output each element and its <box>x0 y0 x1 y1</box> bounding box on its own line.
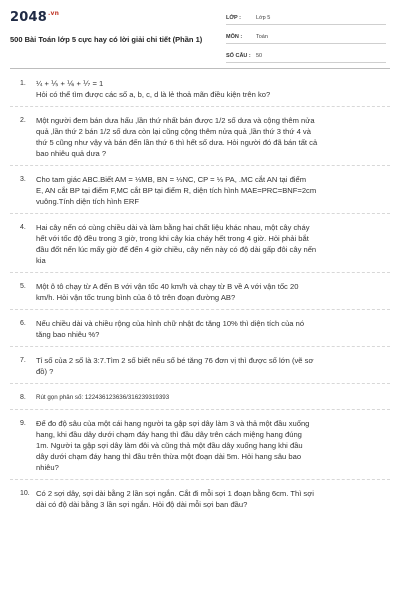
question-item <box>0 318 400 340</box>
question-text-line: nhiêu? <box>36 463 59 472</box>
question-number: 9. <box>20 420 26 427</box>
meta-row-grade <box>226 11 386 25</box>
question-text-line: đầu đốt nến lúc mấy giờ để đến 4 giờ chiều, cây nến này có độ dài gấp đôi cây nến <box>36 245 317 254</box>
question-text-line: Hỏi có thể tìm được các số a, b, c, d là lẻ thoả mãn điều kiện trên ko? <box>36 90 271 99</box>
question-text-line: Rút gọn phân số: 122436123636/316239319393 <box>36 394 170 401</box>
question-number: 5. <box>20 283 26 290</box>
meta-label: MÔN : <box>226 33 243 40</box>
document-title: 500 Bài Toán lớp 5 cực hay có lời giải chi tiết (Phần 1) <box>10 35 203 44</box>
question-number: 3. <box>20 176 26 183</box>
question-text-line: ¼ + ⅕ + ⅙ + ⅐ = 1 <box>36 79 104 88</box>
question-text-line: bao nhiêu quả dưa ? <box>36 149 107 158</box>
question-text-line: dây dưới chạm đáy hang thì đầu trên thừa một đoạn dài 5m. Hỏi hang sâu bao <box>36 452 302 461</box>
question-text-line: Nếu chiều dài và chiều rộng của hình chữ nhật đc tăng 10% thì diện tích của nó <box>36 319 305 328</box>
document-meta <box>226 11 386 68</box>
question-separator <box>10 272 390 273</box>
question-separator <box>10 383 390 384</box>
question-text-line: Một ô tô chạy từ A đến B với vận tốc 40 km/h và chạy từ B về A với vận tốc 20 <box>36 282 299 291</box>
question-text-line: Tỉ số của 2 số là 3:7.Tìm 2 số biết nếu số bé tăng 76 đơn vị thì được số lớn (vẽ sơ <box>36 356 314 365</box>
question-separator <box>10 213 390 214</box>
question-number: 6. <box>20 320 26 327</box>
question-text-line: Có 2 sợi dây, sợi dài bằng 2 lần sợi ngắn. Cắt đi mỗi sợi 1 đoạn bằng 6cm. Thì sợi <box>36 489 314 498</box>
question-separator <box>10 409 390 410</box>
site-logo[interactable] <box>10 10 59 25</box>
question-number: 7. <box>20 357 26 364</box>
question-number: 2. <box>20 117 26 124</box>
question-text-line: Hai cây nến có cùng chiều dài và làm bằng hai chất liệu khác nhau, một cây cháy <box>36 223 310 232</box>
question-item <box>0 78 400 100</box>
meta-value: 50 <box>256 52 263 59</box>
meta-label: LỚP : <box>226 14 241 21</box>
logo-suffix: .vn <box>47 10 60 17</box>
question-list <box>0 78 400 510</box>
question-item <box>0 174 400 207</box>
document-header <box>0 0 400 66</box>
question-text-line: E, AN cắt BP tại điểm F,MC cắt BP tại điểm R, diện tích hình MAE=PRC=BNF=2cm <box>36 186 317 195</box>
question-item <box>0 392 400 403</box>
question-text-line: Cho tam giác ABC.Biết AM = ⅓MB, BN = ⅓NC, CP = ⅓ PA, .MC cắt AN tại điểm <box>36 175 307 184</box>
question-text-line: 1m. Người ta gập sợi dây làm đôi và cũng thả một đầu dây xuống hang khi đầu <box>36 441 303 450</box>
question-separator <box>10 346 390 347</box>
logo-text: 2048 <box>10 10 47 25</box>
question-text-line: km/h. Hỏi vận tốc trung bình của ô tô trên đoạn đường AB? <box>36 293 236 302</box>
question-number: 1. <box>20 80 26 87</box>
question-item <box>0 281 400 303</box>
question-number: 10. <box>20 490 30 497</box>
question-separator <box>10 309 390 310</box>
meta-label: SỐ CÂU : <box>226 52 251 59</box>
question-separator <box>10 479 390 480</box>
meta-row-subject <box>226 30 386 44</box>
question-text-line: quả ,lần thứ 2 bán 1/2 số dưa còn lại cũng cộng thêm nửa quả ,lần thứ 3 thứ 4 và <box>36 127 311 136</box>
question-separator <box>10 106 390 107</box>
question-text-line: hết với tốc độ đều trong 3 giờ, trong khi cây kia cháy hết trong 4 giờ. Hỏi phải bắt <box>36 234 309 243</box>
question-text-line: kia <box>36 256 46 265</box>
question-text-line: đồ) ? <box>36 367 54 376</box>
question-item <box>0 115 400 159</box>
question-item <box>0 355 400 377</box>
question-text-line: Một người đem bán dưa hấu ,lần thứ nhất bán được 1/2 số dưa và cộng thêm nửa <box>36 116 315 125</box>
question-text-line: hang, khi đầu dây dưới chạm đáy hang thì đầu dây trên cách miệng hang đúng <box>36 430 302 439</box>
meta-value: Lớp 5 <box>256 14 271 21</box>
question-text-line: vuông.Tính diện tích hình ERF <box>36 197 139 206</box>
header-divider <box>10 68 390 69</box>
question-item <box>0 488 400 510</box>
meta-row-count <box>226 49 386 63</box>
question-text-line: tăng bao nhiêu %? <box>36 330 100 339</box>
question-text-line: dài có độ dài bằng 3 lần sợi ngắn. Hỏi độ dài mỗi sợi ban đầu? <box>36 500 248 509</box>
question-item <box>0 222 400 266</box>
meta-value: Toán <box>256 33 268 40</box>
question-separator <box>10 165 390 166</box>
question-item <box>0 418 400 473</box>
question-text-line: Để đo độ sâu của một cái hang người ta gập sợi dây làm 3 và thả một đầu xuống <box>36 419 310 428</box>
question-text-line: thứ 5 cũng như vậy và bán đến lần thứ 6 thì hết số dưa. Hỏi người đó đã bán tất cả <box>36 138 318 147</box>
question-number: 4. <box>20 224 26 231</box>
question-number: 8. <box>20 394 26 401</box>
